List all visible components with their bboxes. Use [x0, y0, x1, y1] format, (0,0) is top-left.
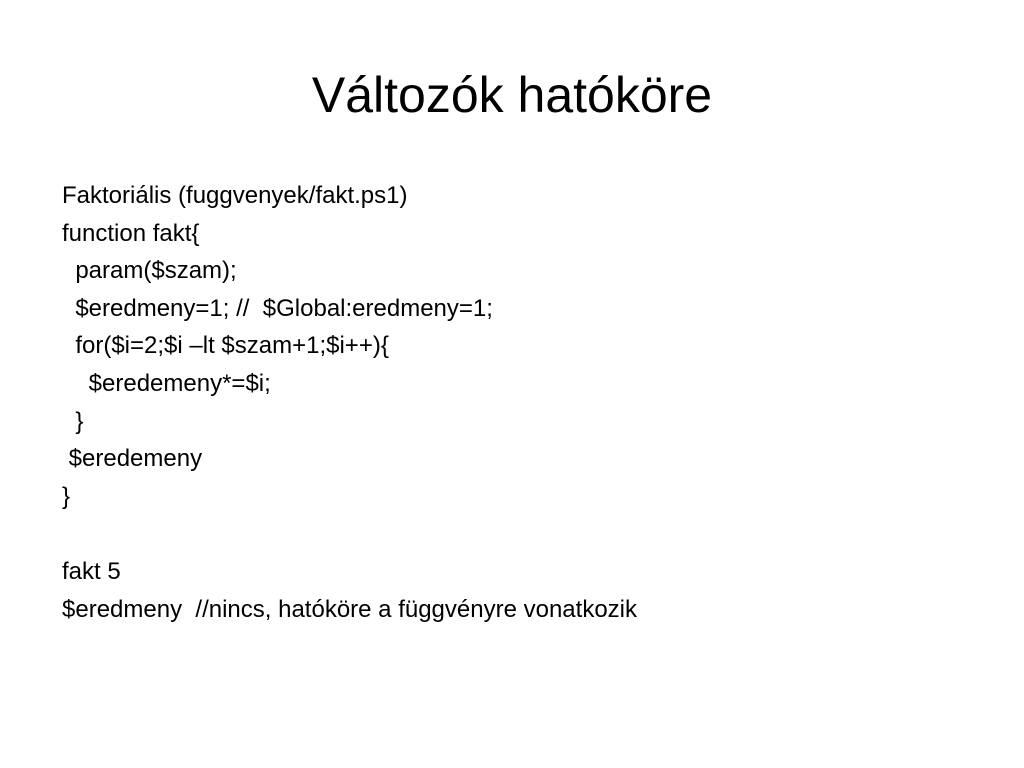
- code-line: }: [62, 407, 84, 435]
- slide-title: Változók hatóköre: [311, 67, 713, 123]
- code-line: }: [62, 482, 71, 510]
- code-line: for($i=2;$i –lt $szam+1;$i++){: [62, 332, 389, 360]
- code-line: function fakt{: [62, 219, 200, 247]
- code-line: $eredemeny*=$i;: [62, 369, 271, 397]
- text-line: Faktoriális (fuggvenyek/fakt.ps1): [62, 182, 408, 209]
- code-line: fakt 5: [62, 557, 121, 585]
- code-line: $eredemeny: [62, 445, 203, 473]
- code-line: $eredmeny //nincs, hatóköre a függvényre vonatkozik: [62, 595, 637, 623]
- slide-content: [62, 177, 982, 628]
- blank-line: [62, 515, 982, 553]
- code-line: $eredmeny=1; // $Global:eredmeny=1;: [62, 294, 493, 322]
- code-line: param($szam);: [62, 257, 237, 285]
